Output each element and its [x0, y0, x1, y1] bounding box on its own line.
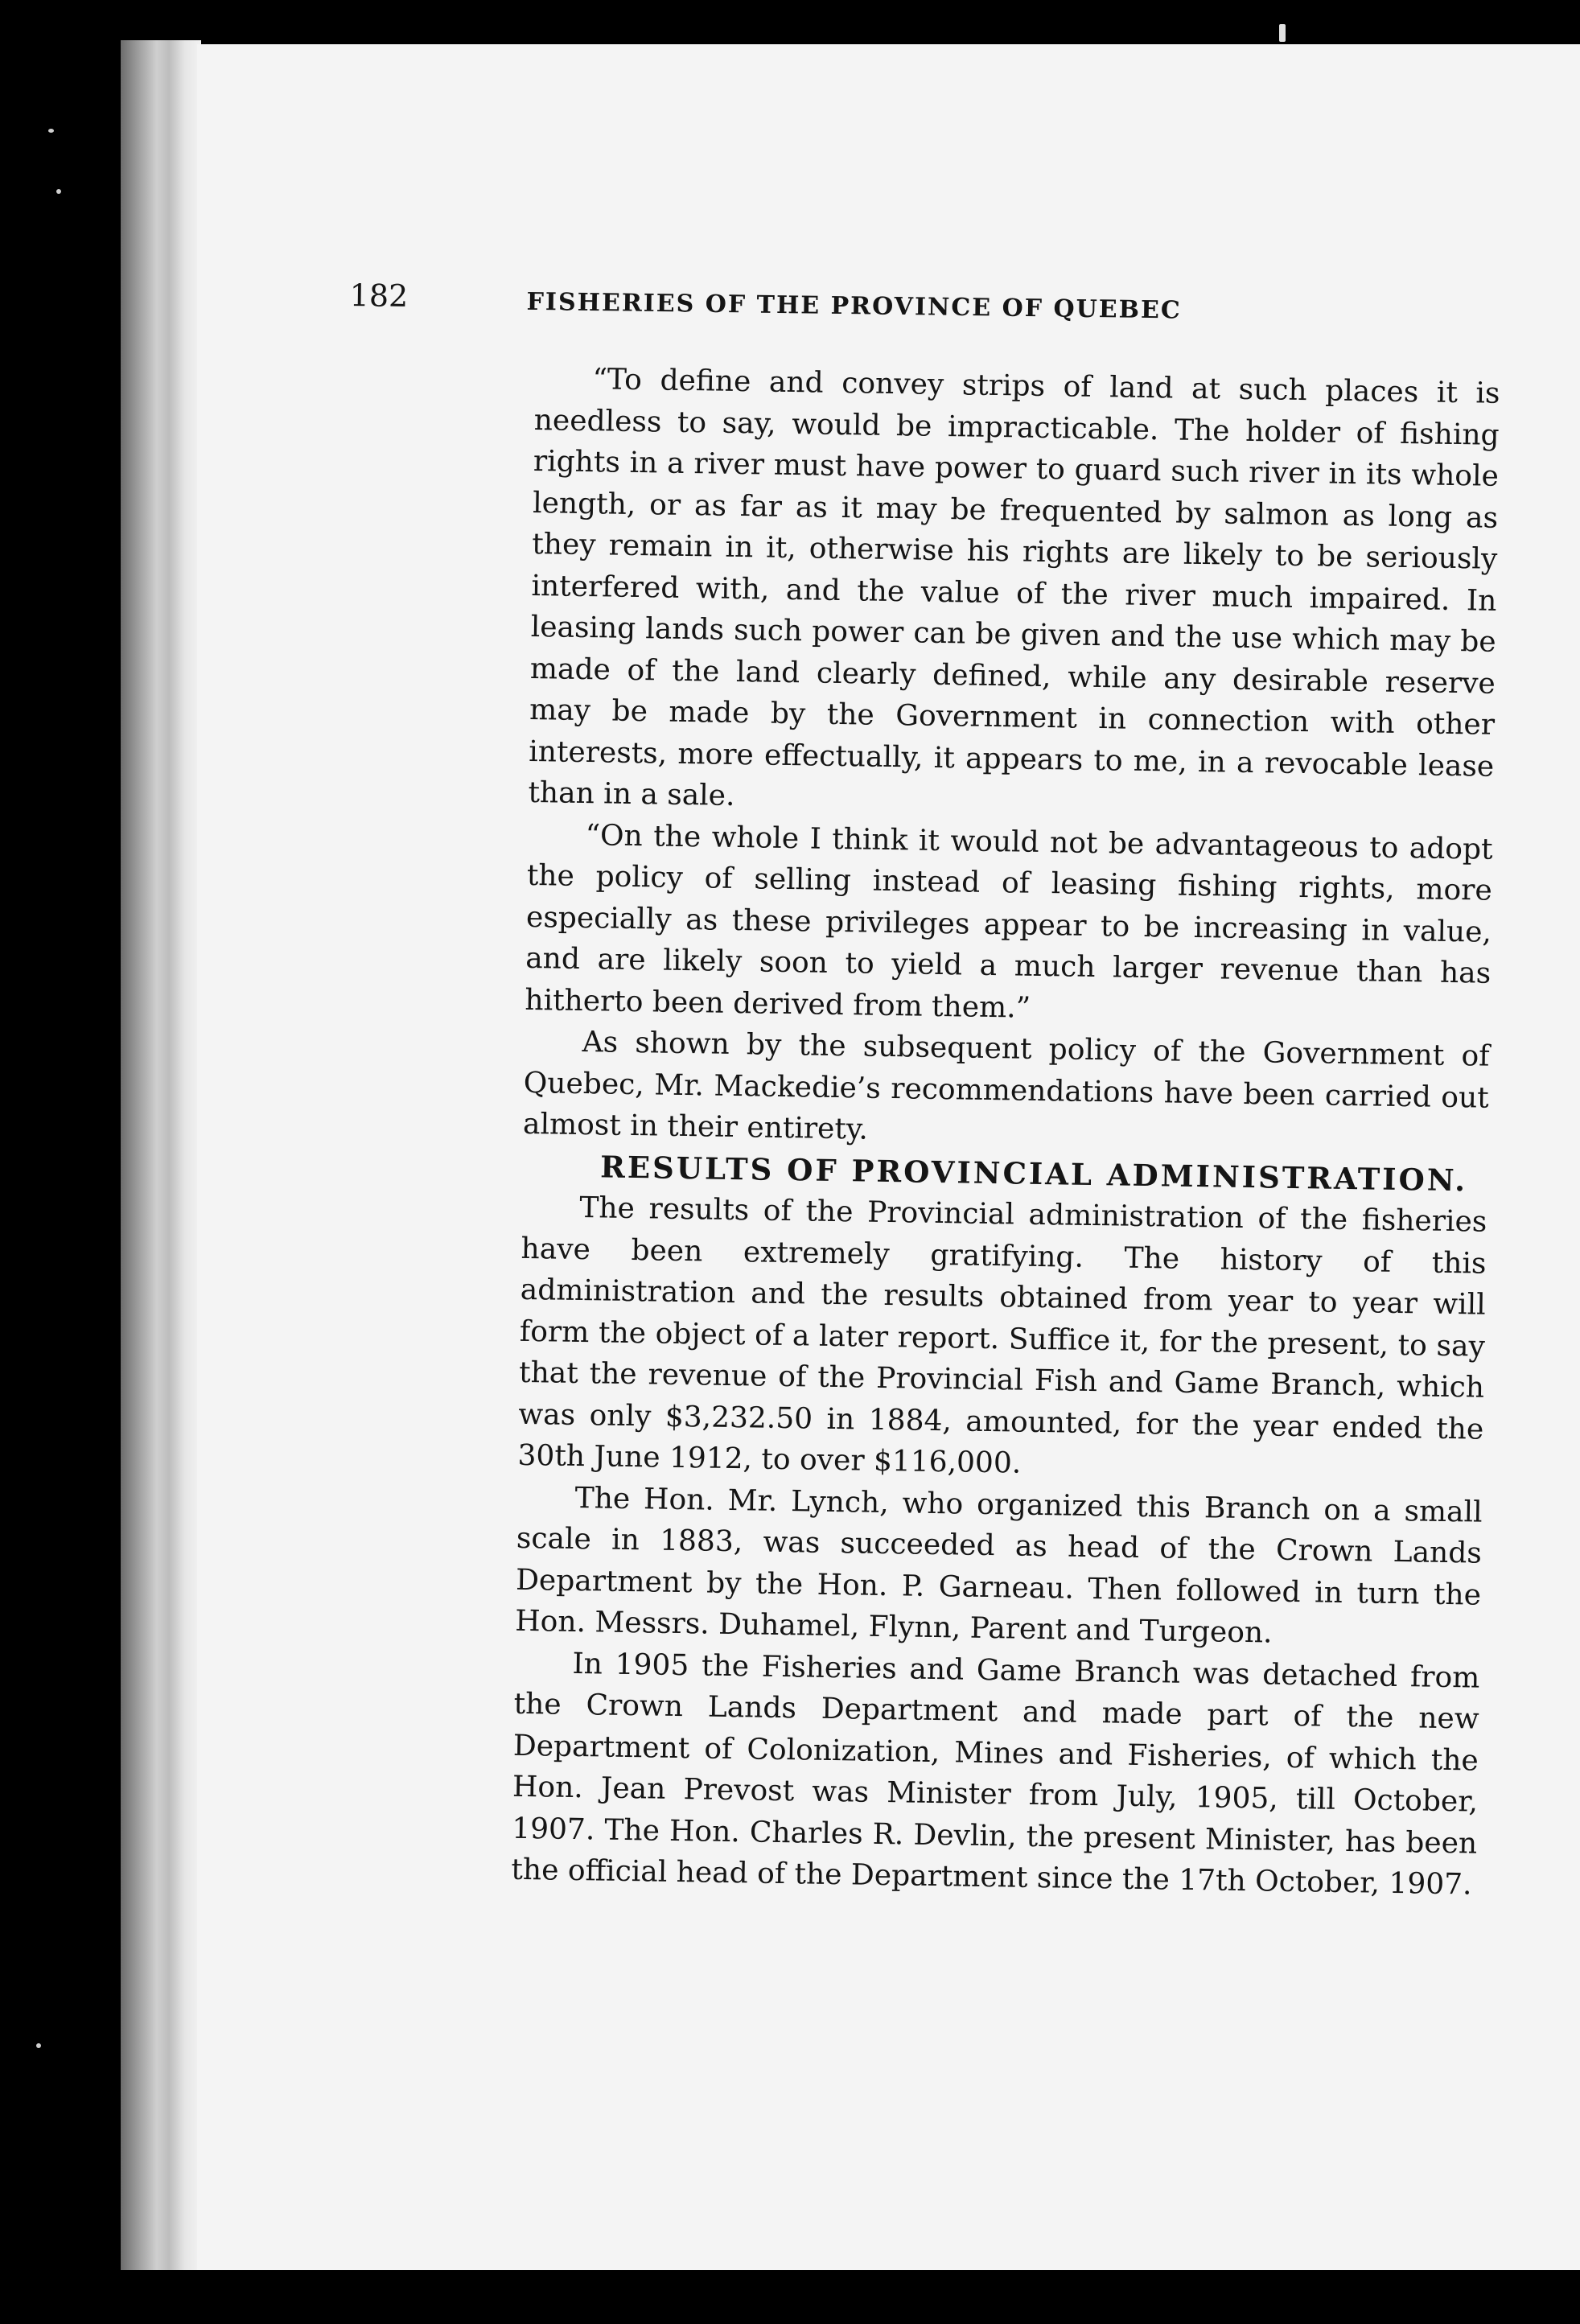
- section-heading: RESULTS OF PROVINCIAL ADMINISTRATION.: [599, 1148, 1468, 1198]
- paragraph: The results of the Provincial administration of the fisheries have been extremely gratifying. The history of this administration and the results obtained from year to year will form the object of a later report. Suffice it, for the present, to say that the revenue of the Provincial Fish and Game Branch, which was only $3,232.50 in 1884, amounted, for the year ended the 30th June 1912, to over $116,000.: [517, 1191, 1487, 1480]
- scan-speck: [36, 2043, 41, 2048]
- paragraph: “On the whole I think it would not be advantageous to adopt the policy of selling instead of leasing fishing rights, more especially as these privileges appear to be increasing in value, and are likely soon to yield a much larger revenue than has hitherto been derived from them.”: [525, 818, 1493, 1025]
- paragraph: “To define and convey strips of land at such places it is needless to say, would be impracticable. The holder of fishing rights in a river must have power to guard such river in its whole length, or as far as it may be frequented by salmon as long as they remain in it, otherwise his rights are likely to be seriously interfered with, and the value of the river much impaired. In leasing lands such power can be given and the use which may be made of the land clearly defined, while any desirable reserve may be made by the Government in connection with other interests, more effectually, it appears to me, in a revocable lease than in a sale.: [528, 363, 1500, 812]
- running-title: FISHERIES OF THE PROVINCE OF QUEBEC: [526, 287, 1182, 325]
- book-page-edge: [121, 40, 201, 2270]
- page-number: 182: [349, 278, 409, 314]
- paragraph: In 1905 the Fisheries and Game Branch was detached from the Crown Lands Department and made part of the new Department of Colonization, Mines and Fisheries, of which the Hon. Jean Prevost was Minister from July, 1905, till October, 1907. The Hon. Charles R. Devlin, the present Minister, has been the official head of the Department since the 17th October, 1907.: [511, 1647, 1480, 1902]
- paragraph: As shown by the subsequent policy of the Government of Quebec, Mr. Mackedie’s recommendations have been carried out almost in their entirety.: [522, 1026, 1490, 1146]
- scan-speck: [48, 129, 54, 133]
- scan-speck: [56, 189, 61, 194]
- paragraph: The Hon. Mr. Lynch, who organized this Branch on a small scale in 1883, was succeeded as head of the Crown Lands Department by the Hon. P. Garneau. Then followed in turn the Hon. Messrs. Duhamel, Flynn, Parent and Turgeon.: [515, 1481, 1483, 1650]
- body-text: [511, 358, 1500, 1906]
- scan-speck: [1279, 24, 1286, 42]
